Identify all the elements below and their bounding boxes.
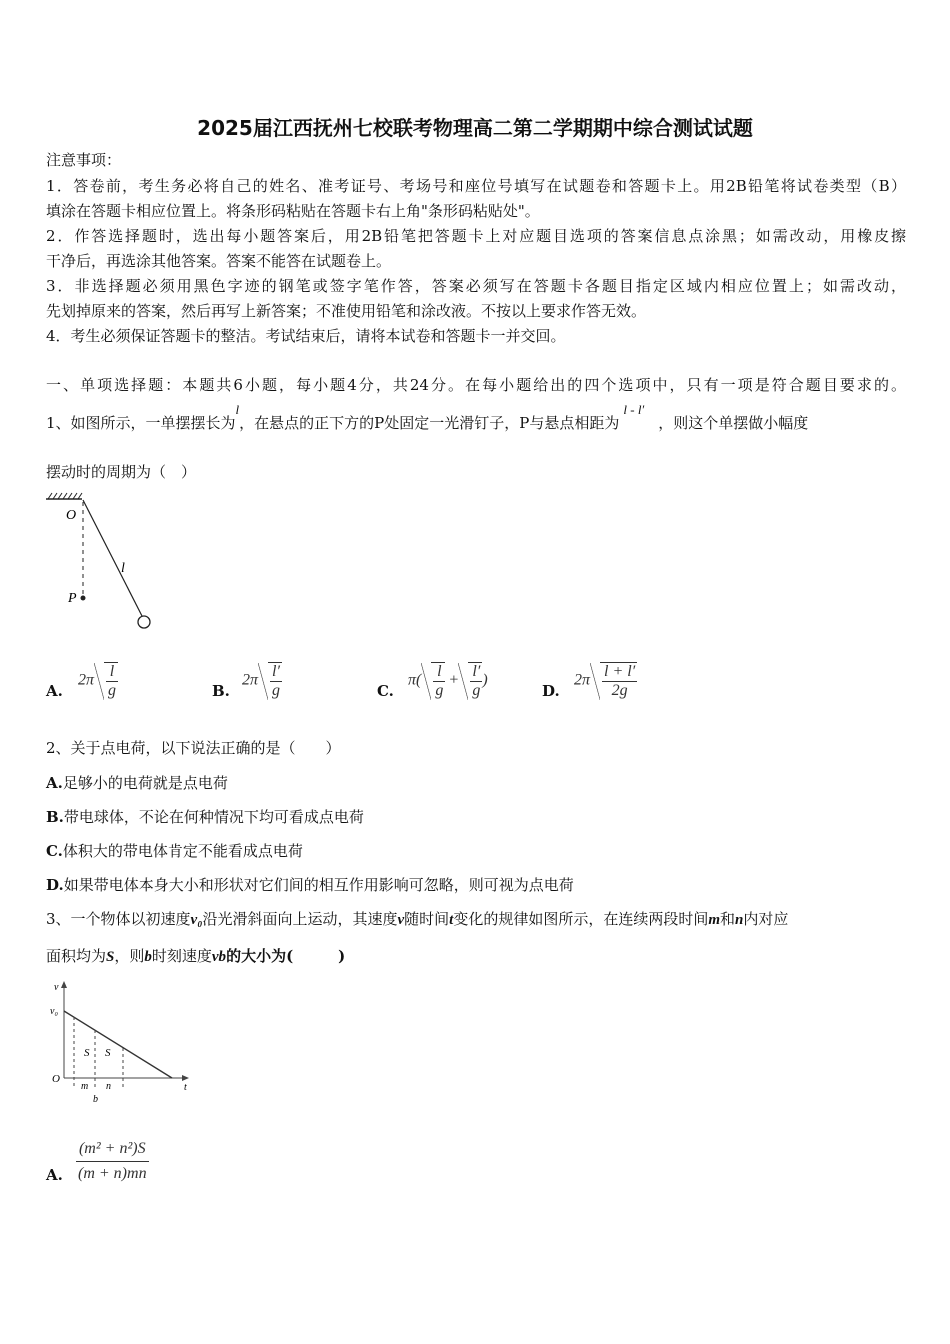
notice-line: 填涂在答题卡相应位置上。将条形码粘贴在答题卡右上角"条形码粘贴处"。: [46, 202, 540, 220]
q1-text: ，则这个单摆做小幅度: [658, 414, 809, 432]
label-S2: S: [105, 1047, 111, 1059]
label-O: O: [52, 1073, 60, 1085]
pendulum-bob: [138, 616, 150, 628]
velocity-line: [64, 1011, 172, 1078]
label-b: b: [93, 1094, 98, 1105]
label-t: t: [184, 1082, 187, 1093]
q2-option-d[interactable]: D.如果带电体本身大小和形状对它们间的相互作用影响可忽略，则可视为点电荷: [46, 876, 574, 894]
q3-stem-line2: 面积均为S，则b时刻速度vb的大小为( ): [46, 947, 346, 965]
pendulum-string: [83, 500, 142, 616]
vt-graph: [46, 978, 196, 1108]
q1-option-b-label[interactable]: B.: [212, 682, 230, 700]
q1-option-d-formula[interactable]: 2π $\frac{l + l'}{2g}$: [574, 663, 636, 699]
q2-option-c[interactable]: C.体积大的带电体肯定不能看成点电荷: [46, 842, 303, 860]
label-P: P: [68, 591, 77, 606]
q1-text: ，在悬点的正下方的P处固定一光滑钉子，P与悬点相距为: [239, 414, 620, 432]
label-v: v: [54, 982, 59, 993]
label-l: l: [121, 561, 125, 576]
time-dashed-lines: [74, 1017, 123, 1088]
q2-option-a[interactable]: A.足够小的电荷就是点电荷: [46, 774, 228, 792]
q1-var-ll: l - l′: [623, 402, 645, 417]
q1-var-l: l: [235, 402, 240, 417]
notice-line: 3．非选择题必须用黑色字迹的钢笔或签字笔作答，答案必须写在答题卡各题目指定区域内相应位置上；如需改动，: [46, 277, 906, 295]
q2-stem: 2、关于点电荷，以下说法正确的是（ ）: [46, 739, 341, 757]
notice-line: 先划掉原来的答案，然后再写上新答案；不准使用铅笔和涂改液。不按以上要求作答无效。: [46, 302, 647, 320]
q3-option-a-label[interactable]: A.: [46, 1166, 63, 1184]
ceiling-hatch: [48, 493, 82, 499]
label-O: O: [66, 508, 77, 523]
notice-line: 2．作答选择题时，选出每小题答案后，用2B铅笔把答题卡上对应题目选项的答案信息点涂黑；如需改动，用橡皮擦: [46, 227, 906, 245]
q3-option-a-formula[interactable]: $\frac{\text{(m² + n²)S}}{(m + n)mn}$: [78, 1140, 147, 1182]
q2-option-b[interactable]: B.带电球体，不论在何种情况下均可看成点电荷: [46, 808, 364, 826]
label-m: m: [81, 1081, 89, 1092]
q1-option-a-formula[interactable]: 2π $\frac{l}{g}$: [78, 663, 117, 699]
notice-line: 4．考生必须保证答题卡的整洁。考试结束后，请将本试卷和答题卡一并交回。: [46, 327, 566, 345]
q1-option-c-formula[interactable]: π( $\frac{l}{g}$ + $\frac{l'}{g}$ ): [408, 663, 488, 699]
section-heading: 一、单项选择题：本题共6小题，每小题4分，共24分。在每小题给出的四个选项中，只有一项是符合题目要求的。: [46, 376, 906, 394]
q1-option-c-label[interactable]: C.: [377, 682, 394, 700]
v-axis-arrow: [61, 981, 67, 988]
notice-line: 干净后，再选涂其他答案。答案不能答在试题卷上。: [46, 252, 392, 270]
nail-point: [81, 596, 86, 601]
q1-option-a-label[interactable]: A.: [46, 682, 63, 700]
label-n: n: [106, 1081, 111, 1092]
t-axis-arrow: [182, 1075, 189, 1081]
pendulum-figure: [44, 492, 164, 632]
label-S1: S: [84, 1047, 90, 1059]
notice-heading: 注意事项：: [46, 151, 122, 169]
q1-text: 1、如图所示，一单摆摆长为: [46, 414, 236, 432]
q1-option-d-label[interactable]: D.: [542, 682, 560, 700]
q3-stem-line1: 3、一个物体以初速度v₀沿光滑斜面向上运动，其速度v随时间t变化的规律如图所示，在连续两段时间m和n内对应: [46, 910, 789, 928]
notice-line: 1．答卷前，考生务必将自己的姓名、准考证号、考场号和座位号填写在试题卷和答题卡上。用2B铅笔将试卷类型（B）: [46, 177, 906, 195]
label-v0: v₀: [50, 1006, 58, 1017]
q1-stem: [46, 402, 906, 434]
q1-stem-line2: 摆动时的周期为（ ）: [46, 463, 197, 481]
page-title: 2025届江西抚州七校联考物理高二第二学期期中综合测试试题: [197, 116, 753, 140]
q1-option-b-formula[interactable]: 2π $\frac{l'}{g}$: [242, 663, 281, 699]
